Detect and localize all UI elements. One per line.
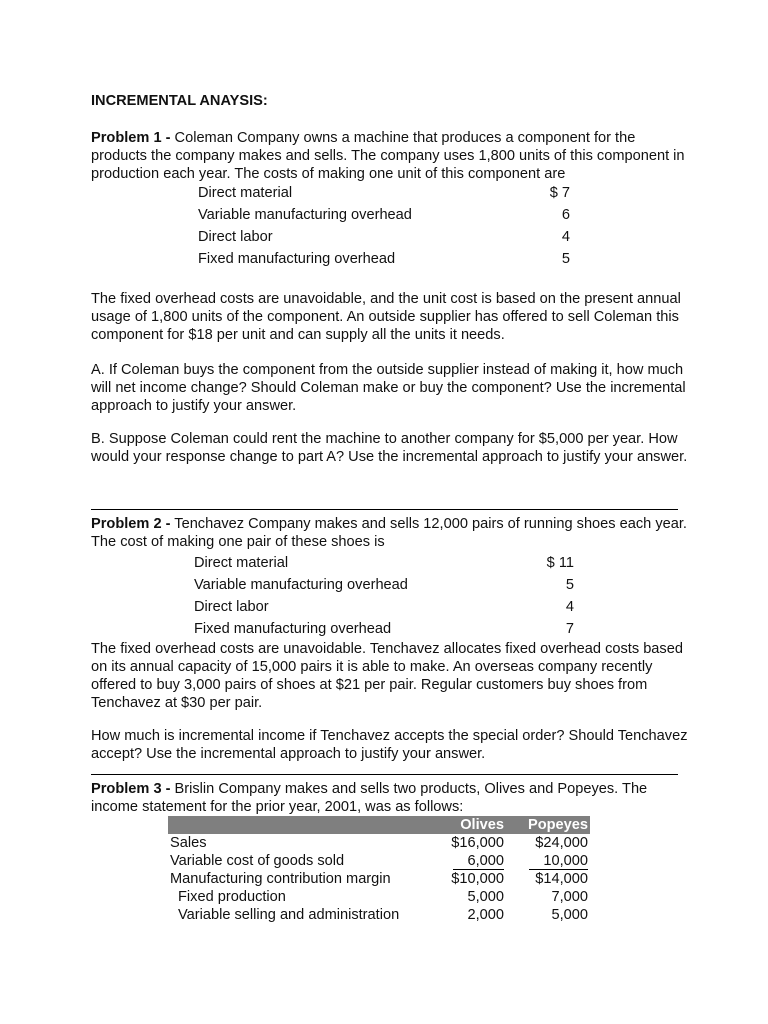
olives-value-text: 6,000 (453, 853, 504, 870)
table-row (198, 204, 570, 226)
popeyes-value: 7,000 (551, 889, 588, 905)
cost-item: Direct material (194, 555, 289, 571)
problem2-label: Problem 2 - (91, 516, 171, 532)
table-row (168, 834, 590, 852)
document-title: INCREMENTAL ANAYSIS: (91, 93, 268, 109)
cost-amount: 4 (561, 229, 570, 245)
cost-item: Fixed manufacturing overhead (194, 621, 392, 637)
cost-item: Variable manufacturing overhead (198, 207, 412, 223)
problem1-paragraph: The fixed overhead costs are unavoidable, and the unit cost is based on the present annual usage of 1,800 units of the component. An outside supplier has offered to sell Coleman this component for $18 per unit and can supply all the units it needs. (91, 291, 681, 343)
popeyes-value: $14,000 (535, 871, 588, 887)
problem2-intro (91, 515, 691, 551)
problem2-question: How much is incremental income if Tenchavez accepts the special order? Should Tenchavez accept? Use the incremental approach to justify your answer. (91, 728, 688, 762)
cost-item: Fixed manufacturing overhead (198, 251, 396, 267)
olives-value: $16,000 (451, 835, 504, 851)
problem3-label: Problem 3 - (91, 781, 171, 797)
popeyes-value (506, 852, 590, 870)
table-row (168, 852, 590, 870)
olives-value (422, 852, 506, 870)
cost-item: Direct labor (194, 599, 269, 615)
table-row (198, 182, 570, 204)
table-row (168, 906, 590, 924)
popeyes-value: $24,000 (535, 835, 588, 851)
popeyes-value-text: 10,000 (529, 853, 588, 870)
problem2-paragraph: The fixed overhead costs are unavoidable. Tenchavez allocates fixed overhead costs based on its annual capacity of 15,000 pairs it is able to make. An overseas company recently offered to buy 3,000 pairs of shoes at $21 per pair. Regular customers buy shoes from Tenchavez at $30 per pair. (91, 641, 683, 711)
popeyes-value: 5,000 (551, 907, 588, 923)
problem1-intro (91, 129, 691, 183)
problem3-intro-text: Brislin Company makes and sells two products, Olives and Popeyes. The income statement for the prior year, 2001, was as follows: (91, 781, 648, 815)
cost-amount: 5 (565, 577, 574, 593)
table-row (198, 248, 570, 270)
income-statement-table (168, 816, 590, 924)
olives-value: $10,000 (451, 871, 504, 887)
problem2-intro-text: Tenchavez Company makes and sells 12,000 pairs of running shoes each year. The cost of making one pair of these shoes is (91, 516, 687, 550)
problem1-cost-table (198, 182, 570, 270)
problem2-cost-table (194, 552, 574, 640)
table-row (168, 870, 590, 888)
column-header-olives: Olives (422, 816, 506, 834)
cost-item: Variable manufacturing overhead (194, 577, 408, 593)
cost-amount: 6 (561, 207, 570, 223)
header-blank (168, 816, 422, 834)
table-row (194, 574, 574, 596)
cost-amount: $ 11 (546, 555, 574, 571)
problem3-intro (91, 780, 691, 816)
row-label: Fixed production (178, 889, 286, 905)
table-row (194, 552, 574, 574)
table-row (198, 226, 570, 248)
cost-item: Direct material (198, 185, 293, 201)
problem1-part-b: B. Suppose Coleman could rent the machine to another company for $5,000 per year. How would your response change to part A? Use the incremental approach to justify your answer. (91, 431, 688, 465)
cost-amount: 7 (565, 621, 574, 637)
problem1-label: Problem 1 - (91, 130, 171, 146)
column-header-popeyes: Popeyes (506, 816, 590, 834)
table-row (168, 888, 590, 906)
cost-amount: 5 (561, 251, 570, 267)
row-label: Variable selling and administration (178, 907, 400, 923)
row-label: Variable cost of goods sold (170, 853, 345, 869)
table-row (194, 618, 574, 640)
section-divider (91, 774, 678, 775)
section-divider (91, 509, 678, 510)
problem1-intro-text: Coleman Company owns a machine that produces a component for the products the company makes and sells. The company uses 1,800 units of this component in production each year. The costs of making one unit of this component are (91, 130, 685, 182)
olives-value: 2,000 (467, 907, 504, 923)
table-row (194, 596, 574, 618)
cost-amount: 4 (565, 599, 574, 615)
problem1-part-a: A. If Coleman buys the component from the outside supplier instead of making it, how much will net income change? Should Coleman make or buy the component? Use the incremental approach to justify your answer. (91, 362, 686, 414)
row-label: Sales (170, 835, 207, 851)
table-header-row (168, 816, 590, 834)
row-label: Manufacturing contribution margin (170, 871, 391, 887)
cost-item: Direct labor (198, 229, 273, 245)
cost-amount: $ 7 (549, 185, 570, 201)
olives-value: 5,000 (467, 889, 504, 905)
